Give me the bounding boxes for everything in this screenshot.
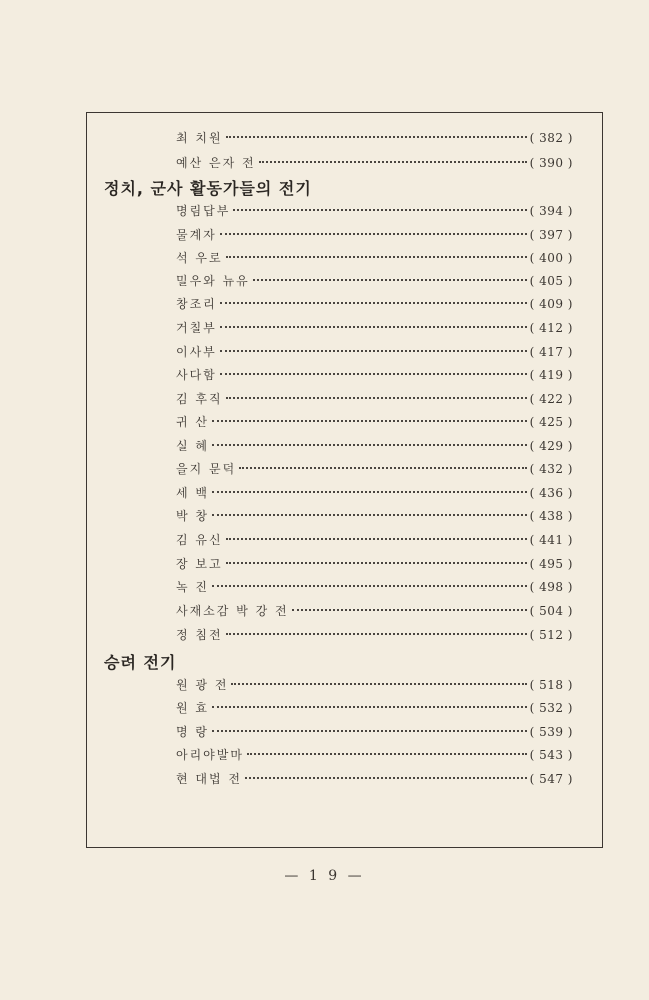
entry-page: ( 532 ) xyxy=(529,701,573,715)
toc-entry xyxy=(176,438,573,454)
entry-title: 김 유신 xyxy=(176,533,223,547)
entry-title: 거칠부 xyxy=(176,321,217,335)
entry-page: ( 382 ) xyxy=(529,131,573,145)
entry-title: 녹 진 xyxy=(176,580,209,594)
toc-entry xyxy=(176,320,573,336)
entry-page: ( 504 ) xyxy=(529,604,573,618)
entry-title: 이사부 xyxy=(176,345,217,359)
leader-dots xyxy=(226,538,527,540)
entry-title: 현 대법 전 xyxy=(176,772,242,786)
entry-page: ( 425 ) xyxy=(529,415,573,429)
toc-entry xyxy=(176,273,573,289)
toc-entry xyxy=(176,391,573,407)
entry-title: 실 혜 xyxy=(176,439,209,453)
entry-title: 세 백 xyxy=(176,486,209,500)
entry-page: ( 419 ) xyxy=(529,368,573,382)
page-number: — 1 9 — xyxy=(284,868,365,884)
entry-page: ( 409 ) xyxy=(529,297,573,311)
leader-dots xyxy=(259,161,527,163)
toc-entry xyxy=(176,203,573,219)
toc-entry xyxy=(176,461,573,477)
entry-page: ( 390 ) xyxy=(529,156,573,170)
entry-page: ( 512 ) xyxy=(529,628,573,642)
leader-dots xyxy=(226,136,527,138)
entry-title: 김 후직 xyxy=(176,392,223,406)
entry-page: ( 422 ) xyxy=(529,392,573,406)
leader-dots xyxy=(245,777,527,779)
entry-title: 예산 은자 전 xyxy=(176,156,256,170)
entry-title: 귀 산 xyxy=(176,415,209,429)
section-heading: 승려 전기 xyxy=(104,653,177,672)
leader-dots xyxy=(226,633,527,635)
leader-dots xyxy=(220,373,527,375)
entry-title: 박 창 xyxy=(176,509,209,523)
leader-dots xyxy=(231,683,526,685)
entry-title: 원 광 전 xyxy=(176,678,229,692)
leader-dots xyxy=(233,209,526,211)
toc-entry xyxy=(176,130,573,146)
leader-dots xyxy=(212,730,527,732)
leader-dots xyxy=(212,420,527,422)
toc-entry xyxy=(176,414,573,430)
entry-title: 물계자 xyxy=(176,228,217,242)
entry-title: 최 치원 xyxy=(176,131,223,145)
entry-page: ( 412 ) xyxy=(529,321,573,335)
entry-page: ( 547 ) xyxy=(529,772,573,786)
entry-title: 석 우로 xyxy=(176,251,223,265)
entry-page: ( 436 ) xyxy=(529,486,573,500)
toc-entry xyxy=(176,700,573,716)
toc-entry xyxy=(176,677,573,693)
entry-page: ( 397 ) xyxy=(529,228,573,242)
entry-page: ( 498 ) xyxy=(529,580,573,594)
entry-page: ( 539 ) xyxy=(529,725,573,739)
toc-entry xyxy=(176,227,573,243)
entry-page: ( 518 ) xyxy=(529,678,573,692)
entry-page: ( 400 ) xyxy=(529,251,573,265)
leader-dots xyxy=(212,514,527,516)
leader-dots xyxy=(212,585,527,587)
entry-title: 을지 문덕 xyxy=(176,462,237,476)
entry-page: ( 543 ) xyxy=(529,748,573,762)
leader-dots xyxy=(253,279,527,281)
entry-page: ( 438 ) xyxy=(529,509,573,523)
entry-page: ( 394 ) xyxy=(529,204,573,218)
leader-dots xyxy=(226,397,527,399)
toc-entry xyxy=(176,603,573,619)
toc-entry xyxy=(176,627,573,643)
toc-entry xyxy=(176,155,573,171)
leader-dots xyxy=(212,491,527,493)
toc-entry xyxy=(176,724,573,740)
toc-entry xyxy=(176,296,573,312)
toc-entry xyxy=(176,747,573,763)
toc-entry xyxy=(176,508,573,524)
entry-page: ( 405 ) xyxy=(529,274,573,288)
leader-dots xyxy=(220,350,527,352)
entry-title: 밀우와 뉴유 xyxy=(176,274,250,288)
leader-dots xyxy=(239,467,526,469)
leader-dots xyxy=(220,233,527,235)
leader-dots xyxy=(226,562,527,564)
toc-entry xyxy=(176,532,573,548)
entry-title: 장 보고 xyxy=(176,557,223,571)
entry-page: ( 429 ) xyxy=(529,439,573,453)
entry-title: 원 효 xyxy=(176,701,209,715)
section-heading: 정치, 군사 활동가들의 전기 xyxy=(104,179,312,198)
toc-entry xyxy=(176,250,573,266)
entry-title: 정 침전 xyxy=(176,628,223,642)
entry-page: ( 432 ) xyxy=(529,462,573,476)
toc-entry xyxy=(176,556,573,572)
leader-dots xyxy=(226,256,527,258)
entry-page: ( 417 ) xyxy=(529,345,573,359)
entry-title: 사재소감 박 강 전 xyxy=(176,604,289,618)
leader-dots xyxy=(212,706,527,708)
entry-title: 창조리 xyxy=(176,297,217,311)
entry-title: 명 랑 xyxy=(176,725,209,739)
toc-entry xyxy=(176,344,573,360)
leader-dots xyxy=(212,444,527,446)
entry-title: 아리야발마 xyxy=(176,748,244,762)
leader-dots xyxy=(247,753,527,755)
entry-page: ( 441 ) xyxy=(529,533,573,547)
leader-dots xyxy=(292,609,527,611)
leader-dots xyxy=(220,326,527,328)
entry-title: 명림답부 xyxy=(176,204,231,218)
toc-entry xyxy=(176,485,573,501)
leader-dots xyxy=(220,302,527,304)
toc-entry xyxy=(176,367,573,383)
toc-entry xyxy=(176,771,573,787)
entry-title: 사다함 xyxy=(176,368,217,382)
entry-page: ( 495 ) xyxy=(529,557,573,571)
toc-entry xyxy=(176,579,573,595)
